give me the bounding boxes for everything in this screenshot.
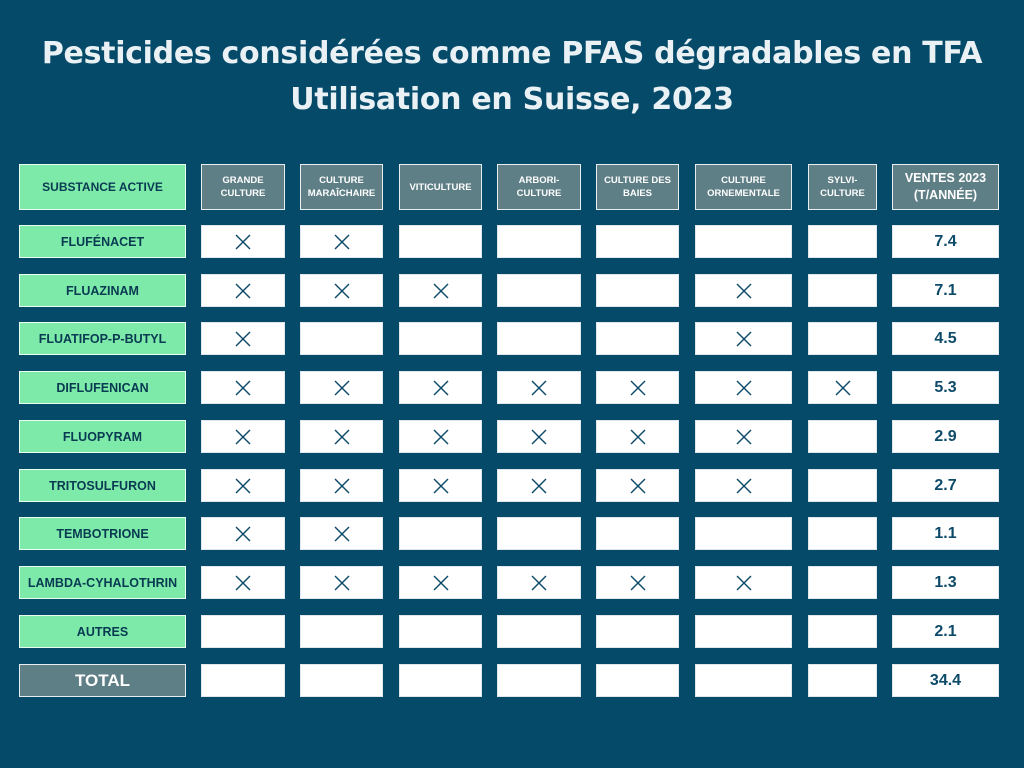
usage-cell	[695, 615, 792, 648]
usage-cell	[497, 469, 581, 502]
usage-cell	[300, 225, 383, 258]
cross-mark-icon	[234, 379, 252, 397]
usage-cell	[497, 566, 581, 599]
cross-mark-icon	[530, 477, 548, 495]
cross-mark-icon	[629, 379, 647, 397]
substance-name: AUTRES	[19, 615, 186, 648]
usage-cell	[695, 517, 792, 550]
usage-cell	[808, 566, 877, 599]
cross-mark-icon	[333, 477, 351, 495]
usage-cell	[808, 664, 877, 697]
substance-name: LAMBDA-CYHALOTHRIN	[19, 566, 186, 599]
usage-cell	[300, 566, 383, 599]
title-line-1: Pesticides considérées comme PFAS dégradables en TFA	[41, 36, 983, 71]
usage-cell	[695, 664, 792, 697]
cross-mark-icon	[530, 379, 548, 397]
column-header: VITICULTURE	[399, 164, 482, 210]
usage-cell	[201, 664, 285, 697]
cross-mark-icon	[234, 428, 252, 446]
column-header: GRANDE CULTURE	[201, 164, 285, 210]
usage-cell	[596, 517, 679, 550]
usage-cell	[300, 615, 383, 648]
cross-mark-icon	[333, 574, 351, 592]
substance-name: FLUFÉNACET	[19, 225, 186, 258]
cross-mark-icon	[234, 233, 252, 251]
usage-cell	[497, 225, 581, 258]
usage-cell	[695, 371, 792, 404]
usage-cell	[399, 225, 482, 258]
sales-value: 1.3	[892, 566, 999, 599]
cross-mark-icon	[234, 477, 252, 495]
cross-mark-icon	[333, 525, 351, 543]
sales-value: 2.7	[892, 469, 999, 502]
usage-cell	[808, 517, 877, 550]
usage-cell	[201, 615, 285, 648]
usage-cell	[201, 322, 285, 355]
usage-cell	[808, 371, 877, 404]
usage-cell	[201, 371, 285, 404]
usage-cell	[808, 469, 877, 502]
cross-mark-icon	[432, 574, 450, 592]
cross-mark-icon	[432, 428, 450, 446]
usage-cell	[497, 664, 581, 697]
usage-cell	[300, 420, 383, 453]
usage-cell	[596, 371, 679, 404]
usage-cell	[695, 225, 792, 258]
usage-cell	[399, 274, 482, 307]
usage-cell	[399, 566, 482, 599]
sales-value: 2.1	[892, 615, 999, 648]
usage-cell	[399, 615, 482, 648]
cross-mark-icon	[629, 574, 647, 592]
usage-cell	[497, 615, 581, 648]
usage-cell	[695, 469, 792, 502]
usage-cell	[201, 420, 285, 453]
usage-cell	[808, 274, 877, 307]
usage-cell	[497, 517, 581, 550]
usage-cell	[808, 420, 877, 453]
usage-cell	[300, 322, 383, 355]
usage-cell	[695, 566, 792, 599]
usage-cell	[497, 274, 581, 307]
cross-mark-icon	[432, 477, 450, 495]
substance-name: TRITOSULFURON	[19, 469, 186, 502]
cross-mark-icon	[735, 574, 753, 592]
cross-mark-icon	[735, 428, 753, 446]
column-header: ARBORI-CULTURE	[497, 164, 581, 210]
sales-value: 1.1	[892, 517, 999, 550]
sales-value: 2.9	[892, 420, 999, 453]
cross-mark-icon	[333, 428, 351, 446]
usage-cell	[201, 517, 285, 550]
usage-cell	[300, 371, 383, 404]
usage-cell	[596, 420, 679, 453]
cross-mark-icon	[735, 330, 753, 348]
cross-mark-icon	[432, 379, 450, 397]
sales-value: 7.1	[892, 274, 999, 307]
header-substance: SUBSTANCE ACTIVE	[19, 164, 186, 210]
usage-cell	[808, 225, 877, 258]
cross-mark-icon	[735, 477, 753, 495]
column-header: CULTURE MARAÎCHAIRE	[300, 164, 383, 210]
column-header: CULTURE DES BAIES	[596, 164, 679, 210]
sales-value: 7.4	[892, 225, 999, 258]
usage-cell	[300, 274, 383, 307]
usage-cell	[596, 274, 679, 307]
cross-mark-icon	[234, 330, 252, 348]
substance-name: FLUATIFOP-P-BUTYL	[19, 322, 186, 355]
column-header: CULTURE ORNEMENTALE	[695, 164, 792, 210]
cross-mark-icon	[834, 379, 852, 397]
sales-value: 4.5	[892, 322, 999, 355]
cross-mark-icon	[432, 282, 450, 300]
cross-mark-icon	[629, 477, 647, 495]
usage-cell	[497, 420, 581, 453]
usage-cell	[300, 469, 383, 502]
usage-cell	[695, 420, 792, 453]
usage-cell	[300, 664, 383, 697]
usage-cell	[596, 469, 679, 502]
usage-cell	[201, 469, 285, 502]
cross-mark-icon	[735, 379, 753, 397]
usage-cell	[497, 322, 581, 355]
usage-cell	[399, 420, 482, 453]
usage-cell	[201, 566, 285, 599]
usage-cell	[596, 225, 679, 258]
header-sales: VENTES 2023 (T/ANNÉE)	[892, 164, 999, 210]
substance-name: TEMBOTRIONE	[19, 517, 186, 550]
usage-cell	[596, 322, 679, 355]
usage-cell	[497, 371, 581, 404]
cross-mark-icon	[530, 574, 548, 592]
cross-mark-icon	[234, 574, 252, 592]
column-header: SYLVI-CULTURE	[808, 164, 877, 210]
usage-cell	[596, 566, 679, 599]
cross-mark-icon	[234, 525, 252, 543]
usage-cell	[399, 469, 482, 502]
cross-mark-icon	[629, 428, 647, 446]
usage-cell	[201, 225, 285, 258]
usage-cell	[695, 274, 792, 307]
cross-mark-icon	[333, 379, 351, 397]
cross-mark-icon	[333, 233, 351, 251]
usage-cell	[201, 274, 285, 307]
usage-cell	[596, 615, 679, 648]
usage-cell	[300, 517, 383, 550]
substance-name: FLUOPYRAM	[19, 420, 186, 453]
cross-mark-icon	[234, 282, 252, 300]
usage-cell	[808, 615, 877, 648]
usage-cell	[399, 371, 482, 404]
substance-name: DIFLUFENICAN	[19, 371, 186, 404]
total-label: TOTAL	[19, 664, 186, 697]
total-sales-value: 34.4	[892, 664, 999, 697]
sales-value: 5.3	[892, 371, 999, 404]
title-line-2: Utilisation en Suisse, 2023	[290, 82, 734, 117]
cross-mark-icon	[735, 282, 753, 300]
usage-cell	[399, 322, 482, 355]
cross-mark-icon	[530, 428, 548, 446]
cross-mark-icon	[333, 282, 351, 300]
usage-cell	[399, 664, 482, 697]
usage-cell	[808, 322, 877, 355]
substance-name: FLUAZINAM	[19, 274, 186, 307]
usage-cell	[695, 322, 792, 355]
usage-cell	[596, 664, 679, 697]
usage-cell	[399, 517, 482, 550]
